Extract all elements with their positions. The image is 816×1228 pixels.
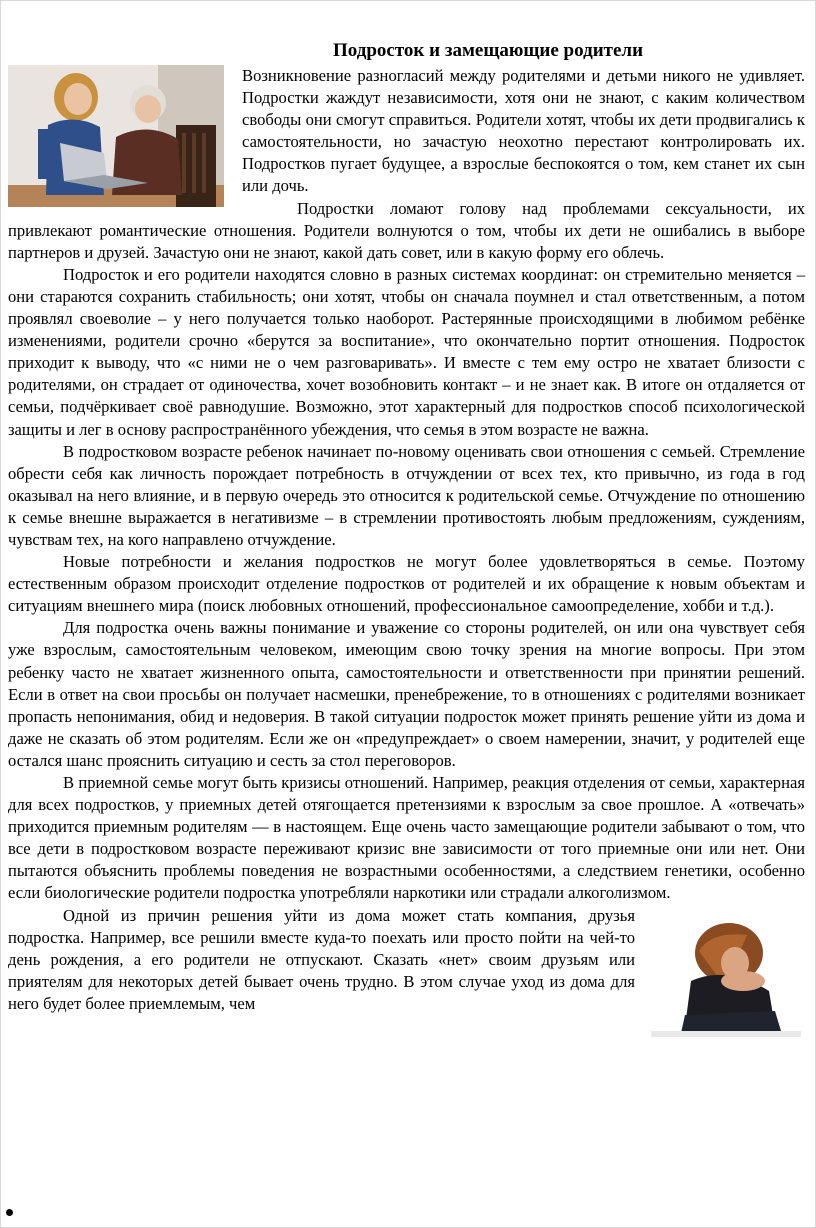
page-title: Подросток и замещающие родители bbox=[333, 40, 644, 61]
paragraph-3: Подросток и его родители находятся словно в разных системах координат: он стремительно меняется – они стараются сохранить стабильность; они хотят, чтобы он сначала поумнел и стал ответственным, а потом проявлял своеволие – у него получается только наоборот. Растерянные происходящими в любимом ребёнке изменениями, родители срочно «берутся за воспитание», что окончательно портит отношения. Подросток приходит к выводу, что «с ними не о чем разговаривать». И вместе с тем ему остро не хватает близости с родителями, он страдает от одиночества, хочет возобновить контакт – и не знает как. В итоге он отдаляется от семьи, подчёркивает своё равнодушие. Возможно, этот характерный для подростков способ психологической защиты и лег в основу распространённого убеждения, что семья в этом возрасте не важна. bbox=[8, 264, 805, 439]
paragraph-6: Для подростка очень важны понимание и уважение со стороны родителей, он или она чувствует себя уже взрослым, самостоятельным человеком, имеющим свою точку зрения на многие вопросы. При этом ребенку часто не хватает жизненного опыта, самостоятельности и ответственности при принятии решений. Если в ответ на свои просьбы он получает насмешки, пренебрежение, то в отношениях с родителями возникает пропасть непонимания, обид и недоверия. В такой ситуации подросток может принять решение уйти из дома и даже не сказать об этом родителям. Если же он «предупреждает» о своем намерении, значит, у родителей еще остался шанс прояснить ситуацию и сесть за стол переговоров. bbox=[8, 618, 805, 770]
paragraph-7: В приемной семье могут быть кризисы отношений. Например, реакция отделения от семьи, характерная для всех подростков, у приемных детей отягощается претензиями к взрослым за свое прошлое. А «отвечать» приходится приемным родителям — в настоящем. Еще очень часто замещающие родители забывают о том, что все дети в подростковом возрасте переживают кризис вне зависимости от того приемные они или нет. Они пытаются объяснить проблемы поведения не возрастными особенностями, а следствием генетики, особенно если биологические родители подростка употребляли наркотики или страдали алкоголизмом. bbox=[8, 773, 805, 903]
article-body bbox=[8, 65, 805, 1041]
woman-and-elderly-woman-with-laptop-photo bbox=[8, 65, 224, 207]
paragraph-4: В подростковом возрасте ребенок начинает по-новому оценивать свои отношения с семьей. Стремление обрести себя как личность порождает потребность в отчуждении от всех тех, кто привычно, из года в год оказывал на него влияние, и в первую очередь это относится к родительской семье. Отчуждение по отношению к семье внешне выражается в негативизме – в стремлении противостоять любым предложениям, суждениям, чувствам тех, на кого направлено отчуждение. bbox=[8, 441, 805, 549]
bullet-dot bbox=[6, 1209, 13, 1216]
paragraph-1: Возникновение разногласий между родителями и детьми никого не удивляет. Подростки жаждут независимости, хотя они не знают, с каким количеством свободы они смогут справиться. Родители хотят, чтобы их дети продвигались к самостоятельности, но зачастую неохотно перестают контролировать их. Подростков пугает будущее, а взрослые беспокоятся о том, кем станет их сын или дочь. bbox=[242, 66, 805, 196]
paragraph-5: Новые потребности и желания подростков не могут более удовлетворяться в семье. Поэтому естественным образом происходит отделение подростков от родителей и их обращение к новым объектам и ситуациям внешнего мира (поиск любовных отношений, профессиональное самоопределение, хобби и т.д.). bbox=[8, 552, 805, 616]
paragraph-8: Одной из причин решения уйти из дома может стать компания, друзья подростка. Например, все решили вместе куда-то поехать или просто пойти на чей-то день рождения, а его родители не отпускают. Сказать «нет» своим друзьям или приятелям для некоторых детей бывает очень трудно. В этом случае уход из дома для него будет более приемлемым, чем bbox=[8, 905, 635, 1013]
sad-teenager-sitting-photo bbox=[651, 911, 801, 1037]
paragraph-2: Подростки ломают голову над проблемами сексуальности, их привлекают романтические отношения. Родители волнуются о том, чтобы их дети не ошибались в выборе партнеров и друзей. Зачастую они не знают, какой дать совет, или в какую форму его облечь. bbox=[8, 198, 805, 262]
